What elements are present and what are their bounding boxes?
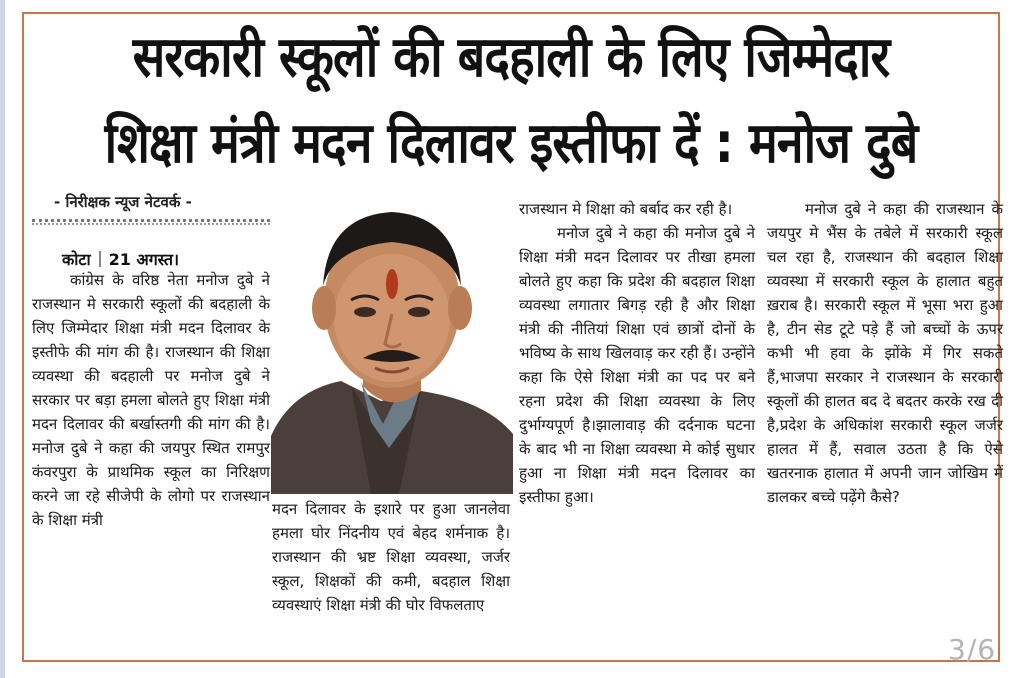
article-column-3 bbox=[519, 197, 755, 509]
page-indicator: 3/6 bbox=[948, 633, 997, 666]
column-1-text: कांग्रेस के वरिष्ठ नेता मनोज दुबे ने राजस्थान मे सरकारी स्कूलों की बदहाली के लिए जिम्मेदार शिक्षा मंत्री मदन दिलावर के इस्तीफे की मांग की है। राजस्थान की शिक्षा व्यवस्था की बदहाली पर मनोज दुबे ने सरकार पर बड़ा हमला बोलते हुए शिक्षा मंत्री मदन दिलावर की बर्खास्तगी की मांग की है। मनोज दुबे ने कहा की जयपुर स्थित रामपुर कंवरपुरा के प्राथमिक स्कूल का निरिक्षण करने जा रहे सीजेपी के लोगो पर राजस्थान के शिक्षा मंत्री bbox=[32, 271, 270, 529]
dateline-date: 21 अगस्त। bbox=[108, 250, 180, 269]
article-column-1 bbox=[32, 268, 270, 532]
byline-divider-lower bbox=[32, 223, 270, 225]
headline-line-1: सरकारी स्कूलों की बदहाली के लिए जिम्मेदार bbox=[132, 25, 890, 90]
dateline bbox=[62, 248, 179, 270]
headline-line-2: शिक्षा मंत्री मदन दिलावर इस्तीफा दें : मनोज दुबे bbox=[104, 111, 918, 176]
byline: - निरीक्षक न्यूज नेटवर्क - bbox=[54, 193, 192, 211]
column-4-text: मनोज दुबे ने कहा की राजस्थान के जयपुर मे भैंस के तबेले में सरकारी स्कूल चल रहा है, राजस्थान की बदहाल शिक्षा व्यवस्था में सरकारी स्कूल के हालात बहुत ख़राब है। सरकारी स्कूल में भूसा भरा हुआ है, टीन सेड टूटे पड़े हैं जो बच्चों के ऊपर कभी भी हवा के झोंके में गिर सकते हैं,भाजपा सरकार ने राजस्थान के सरकारी स्कूलों की हालत बद दे बदतर करके रख दी है,प्रदेश के अधिकांश सरकारी स्कूल जर्जर हालत में हैं, सवाल उठता है कि ऐसे खतरनाक हालात में अपनी जान जोखिम में डालकर बच्चे पढ़ेंगे कैसे? bbox=[767, 200, 1003, 506]
article-column-4 bbox=[767, 197, 1003, 509]
column-3-para-2: मनोज दुबे ने कहा की मनोज दुबे ने शिक्षा मंत्री मदन दिलावर पर तीखा हमला बोलते हुए कहा कि प्रदेश की बदहाल शिक्षा व्यवस्था लगातार बिगड़ रही है और शिक्षा मंत्री की नीतियां शिक्षा एवं छात्रों दोनों के भविष्य के साथ खिलवाड़ कर रही हैं। उन्होंने कहा कि ऐसे शिक्षा मंत्री का पद पर बने रहना प्रदेश की शिक्षा व्यवस्था के लिए दुर्भाग्यपूर्ण है।झालावाड़ की दर्दनाक घटना के बाद भी ना शिक्षा व्यवस्था मे कोई सुधार हुआ ना शिक्षा मंत्री मदन दिलावर का इस्तीफा हुआ। bbox=[519, 224, 755, 506]
column-3-para-1: राजस्थान मे शिक्षा को बर्बाद कर रही है। bbox=[519, 200, 733, 218]
dateline-place: कोटा bbox=[62, 250, 91, 269]
article-column-2 bbox=[272, 497, 510, 617]
portrait-photo-icon bbox=[271, 186, 513, 494]
newspaper-clipping bbox=[22, 12, 1003, 662]
column-2-text: मदन दिलावर के इशारे पर हुआ जानलेवा हमला घोर निंदनीय एवं बेहद शर्मनाक है। राजस्थान की भ्रष्ट शिक्षा व्यवस्था, जर्जर स्कूल, शिक्षकों की कमी, बदहाल शिक्षा व्यवस्थाएं शिक्षा मंत्री की घोर विफलताए bbox=[272, 500, 510, 614]
byline-divider bbox=[32, 219, 270, 222]
portrait-photo bbox=[271, 186, 513, 494]
viewer-edge-bar bbox=[0, 0, 5, 678]
dateline-separator bbox=[99, 251, 101, 267]
